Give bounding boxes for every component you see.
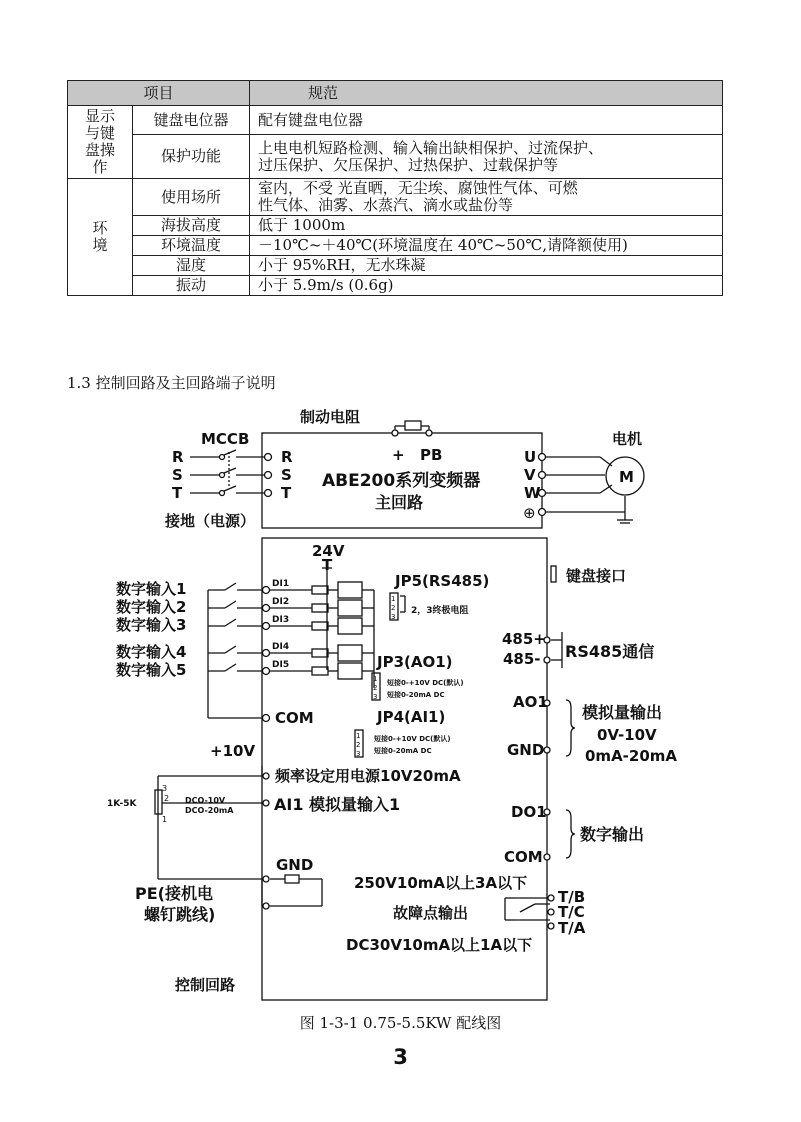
svg-text:PB: PB [420,446,443,464]
brake-resistor-symbol [405,421,421,430]
svg-text:T: T [281,484,292,502]
table-row [68,135,723,179]
table-cell-value: 室内，不受 光直晒，无尘埃、腐蚀性气体、可燃 性气体、油雾、水蒸汽、滴水或盐份等 [250,179,723,216]
svg-text:2，3终极电阻: 2，3终极电阻 [411,606,469,616]
category-display: 显示 与键 盘操 作 [68,106,133,179]
svg-text:3: 3 [162,784,168,793]
svg-text:1: 1 [356,732,361,740]
table-cell-value: －10℃~＋40℃(环境温度在 40℃~50℃,请降额使用) [250,236,723,256]
svg-text:⊕: ⊕ [523,504,536,522]
svg-text:短接0-+10V DC(默认): 短接0-+10V DC(默认) [374,735,451,743]
header-item: 项目 [68,81,250,106]
svg-text:2: 2 [373,684,378,692]
table-row [68,236,723,256]
ground-power-label: 接地（电源） [165,512,256,530]
svg-text:PE(接机电: PE(接机电 [135,884,213,903]
svg-text:频率设定用电源10V20mA: 频率设定用电源10V20mA [275,767,461,785]
svg-text:485+: 485+ [502,630,546,648]
svg-text:1: 1 [373,675,378,683]
svg-text:T/A: T/A [558,919,586,937]
svg-text:1: 1 [391,595,396,603]
svg-text:W: W [524,484,541,502]
svg-text:0mA-20mA: 0mA-20mA [585,747,678,765]
svg-text:数字输入4: 数字输入4 [116,643,187,661]
svg-text:T: T [322,556,333,574]
svg-text:JP3(AO1): JP3(AO1) [377,653,453,671]
svg-text:250V10mA以上3A以下: 250V10mA以上3A以下 [354,874,528,892]
table-cell-item: 湿度 [133,256,250,276]
svg-text:DCO-10V: DCO-10V [185,796,226,805]
digital-input-lines [208,583,266,718]
table-cell-value: 低于 1000m [250,216,723,236]
svg-text:短接0-20mA DC: 短接0-20mA DC [374,747,432,755]
svg-text:3: 3 [373,693,378,701]
mccb-label: MCCB [201,430,250,448]
svg-text:1: 1 [162,815,168,824]
svg-text:JP5(RS485): JP5(RS485) [395,572,490,590]
svg-text:DI2: DI2 [272,597,290,607]
svg-text:2: 2 [164,794,170,803]
table-header-row [68,81,723,106]
svg-text:T/B: T/B [558,888,586,906]
figure-caption: 图 1-3-1 0.75-5.5KW 配线图 [299,1014,502,1032]
svg-text:V: V [524,466,536,484]
header-spec: 规范 [250,81,723,106]
svg-text:螺钉跳线): 螺钉跳线) [144,905,216,924]
gnd-resistor [285,875,299,883]
right-terminals [544,632,575,860]
svg-text:1K-5K: 1K-5K [107,799,137,809]
svg-text:短接0-+10V DC(默认): 短接0-+10V DC(默认) [387,679,464,687]
svg-text:0V-10V: 0V-10V [597,726,657,744]
table-cell-value: 小于 5.9m/s (0.6g) [250,276,723,296]
svg-text:R: R [281,448,293,466]
svg-text:485-: 485- [503,650,541,668]
svg-text:AO1: AO1 [513,693,548,711]
svg-text:GND: GND [507,741,545,759]
svg-text:U: U [524,448,537,466]
svg-text:数字输入1: 数字输入1 [116,580,187,598]
svg-text:RS485通信: RS485通信 [565,642,655,661]
page-number: 3 [393,1045,408,1069]
svg-text:DI5: DI5 [272,660,290,670]
svg-text:模拟量输出: 模拟量输出 [582,703,663,722]
svg-text:数字输出: 数字输出 [580,825,645,844]
svg-text:T: T [172,484,183,502]
svg-text:R: R [172,448,184,466]
motor-label: 电机 [612,430,643,448]
svg-text:24V: 24V [312,542,345,560]
brake-resistor-label: 制动电阻 [300,408,361,426]
svg-text:DCO-20mA: DCO-20mA [185,806,234,815]
svg-text:DI4: DI4 [272,642,290,652]
svg-text:S: S [172,466,183,484]
svg-text:数字输入2: 数字输入2 [116,598,187,616]
section-title: 1.3 控制回路及主回路端子说明 [67,374,276,392]
svg-text:故障点输出: 故障点输出 [393,904,469,922]
table-cell-item: 海拔高度 [133,216,250,236]
svg-text:GND: GND [276,856,314,874]
svg-text:数字输入3: 数字输入3 [116,616,187,634]
main-circuit-title: ABE200系列变频器 [322,471,481,491]
table-cell-value: 小于 95%RH，无水珠凝 [250,256,723,276]
keyboard-port [551,566,556,582]
spec-table [67,80,723,296]
svg-text:S: S [281,466,292,484]
main-circuit-subtitle: 主回路 [375,493,424,512]
svg-text:AI1 模拟量输入1: AI1 模拟量输入1 [274,795,401,814]
motor-lines [539,454,634,524]
table-cell-item: 使用场所 [133,179,250,216]
table-row [68,179,723,216]
svg-text:+: + [392,446,405,464]
motor-letter: M [619,468,634,486]
svg-text:键盘接口: 键盘接口 [566,567,627,585]
svg-text:DO1: DO1 [511,803,547,821]
table-cell-item: 振动 [133,276,250,296]
table-cell-item: 环境温度 [133,236,250,256]
svg-text:短接0-20mA DC: 短接0-20mA DC [387,691,445,699]
power-lines [190,450,272,497]
svg-text:COM: COM [275,709,314,727]
svg-text:控制回路: 控制回路 [175,976,236,994]
svg-text:2: 2 [356,741,361,749]
table-row [68,216,723,236]
svg-text:COM: COM [504,848,543,866]
table-cell-item: 保护功能 [133,135,250,179]
svg-text:DI3: DI3 [272,615,290,625]
svg-text:+10V: +10V [210,742,256,760]
svg-text:T/C: T/C [558,903,585,921]
svg-text:3: 3 [391,613,396,621]
svg-text:DC30V10mA以上1A以下: DC30V10mA以上1A以下 [346,936,533,954]
svg-text:2: 2 [391,604,396,612]
table-cell-value: 配有键盘电位器 [250,106,723,135]
wiring-diagram [0,395,801,1010]
category-environment: 环 境 [68,179,133,296]
table-row [68,276,723,296]
table-row [68,256,723,276]
table-cell-value: 上电电机短路检测、输入输出缺相保护、过流保护、 过压保护、欠压保护、过热保护、过载保护等 [250,135,723,179]
table-row [68,106,723,135]
table-cell-item: 键盘电位器 [133,106,250,135]
svg-text:JP4(AI1): JP4(AI1) [377,708,446,726]
svg-text:DI1: DI1 [272,579,290,589]
svg-text:3: 3 [356,750,361,758]
svg-text:数字输入5: 数字输入5 [116,661,187,679]
